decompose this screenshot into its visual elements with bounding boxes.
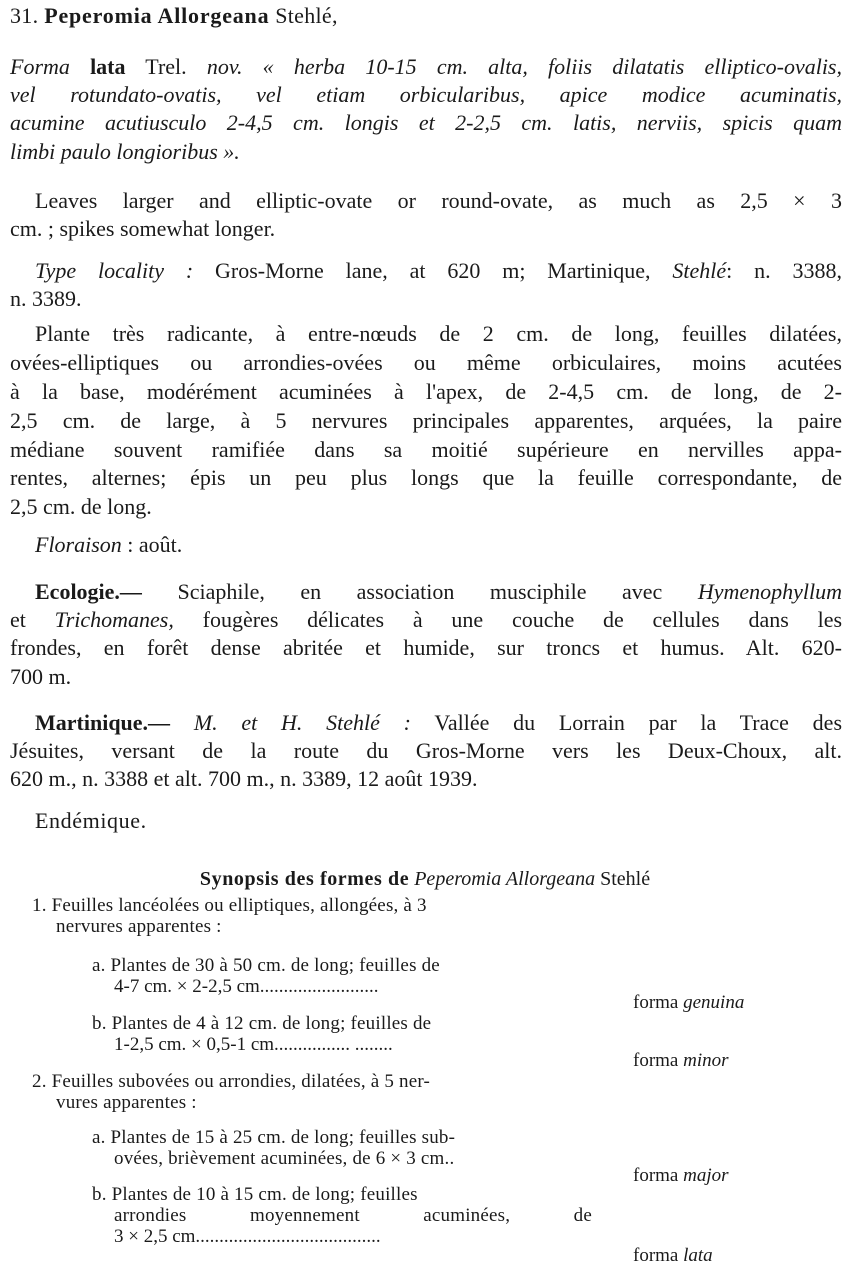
synopsis-lead-1b: b. Plantes de 4 à 12 cm. de long; feuilles de — [92, 1013, 432, 1034]
text-line: Martinique.— M. et H. Stehlé : Vallée du Lorrain par la Trace des — [35, 710, 843, 735]
floraison-label: Floraison — [35, 532, 122, 557]
synopsis-title: Synopsis des formes de Peperomia Allorgeana Stehlé — [199, 868, 651, 890]
synopsis-lead-2b-cont2: 3 × 2,5 cm....................................... — [114, 1226, 381, 1247]
synopsis-lead-1a: a. Plantes de 30 à 50 cm. de long; feuilles de — [92, 955, 440, 976]
species-number: 31. — [10, 3, 39, 28]
synopsis-lead-2b-cont: arrondies moyennement acuminées, de — [114, 1205, 592, 1226]
text-line: et Trichomanes, fougères délicates à une couche de cellules dans les — [10, 607, 843, 632]
text-line: Jésuites, versant de la route du Gros-Morne vers les Deux-Choux, alt. — [10, 738, 842, 763]
text-line: Leaves larger and elliptic-ovate or round-ovate, as much as 2,5 × 3 — [35, 188, 842, 213]
latin-line: Forma lata Trel. nov. « herba 10-15 cm. alta, foliis dilatatis elliptico-ovalis, — [10, 54, 842, 79]
form-major: forma major — [633, 1165, 729, 1186]
text-line: médiane souvent ramifiée dans sa moitié supérieure en nervilles appa- — [10, 437, 842, 462]
species-author: Stehlé, — [275, 3, 338, 28]
text-line: n. 3389. — [10, 286, 82, 311]
synopsis-key-2-cont: vures apparentes : — [56, 1092, 197, 1113]
endemique: Endémique. — [35, 808, 147, 833]
text-line: 620 m., n. 3388 et alt. 700 m., n. 3389, 12 août 1939. — [10, 766, 478, 791]
synopsis-lead-2b: b. Plantes de 10 à 15 cm. de long; feuilles — [92, 1184, 418, 1205]
synopsis-key-1-cont: nervures apparentes : — [56, 916, 222, 937]
synopsis-key-1: 1. Feuilles lancéolées ou elliptiques, allongées, à 3 — [32, 895, 427, 916]
synopsis-lead-2a: a. Plantes de 15 à 25 cm. de long; feuilles sub- — [92, 1127, 456, 1148]
martinique-label: Martinique.— — [35, 710, 171, 735]
text-line: Ecologie.— Sciaphile, en association musciphile avec Hymenophyllum — [35, 579, 843, 604]
species-heading — [10, 1, 842, 30]
synopsis-key-2: 2. Feuilles subovées ou arrondies, dilatées, à 5 ner- — [32, 1071, 431, 1092]
ecologie-label: Ecologie.— — [35, 579, 142, 604]
text-line: frondes, en forêt dense abritée et humide, sur troncs et humus. Alt. 620- — [10, 635, 842, 660]
text-line: 2,5 cm. de long. — [10, 494, 152, 519]
form-minor: forma minor — [633, 1050, 729, 1071]
text-line: 2,5 cm. de large, à 5 nervures principales apparentes, arquées, la paire — [10, 408, 842, 433]
latin-line: vel rotundato-ovatis, vel etiam orbicularibus, apice modice acuminatis, — [10, 82, 842, 107]
synopsis-lead-2a-cont: ovées, brièvement acuminées, de 6 × 3 cm.. — [114, 1148, 455, 1169]
text-line: ovées-elliptiques ou arrondies-ovées ou même orbiculaires, moins acutées — [10, 350, 842, 375]
floraison: Floraison : août. — [35, 532, 183, 557]
text-line: rentes, alternes; épis un peu plus longs que la feuille correspondante, de — [10, 465, 842, 490]
synopsis-lead-1b-cont: 1-2,5 cm. × 0,5-1 cm................ ........ — [114, 1034, 393, 1055]
text-line: à la base, modérément acuminées à l'apex, de 2-4,5 cm. de long, de 2- — [10, 379, 842, 404]
latin-line: limbi paulo longioribus ». — [10, 139, 240, 164]
form-genuina: forma genuina — [633, 992, 745, 1013]
text-line: 700 m. — [10, 664, 72, 689]
species-name: Peperomia Allorgeana — [44, 3, 270, 28]
synopsis-lead-1a-cont: 4-7 cm. × 2-2,5 cm......................... — [114, 976, 379, 997]
latin-line: acumine acutiusculo 2-4,5 cm. longis et 2-2,5 cm. latis, nerviis, spicis quam — [10, 110, 842, 135]
type-locality-label: Type locality : — [35, 258, 194, 283]
text-line: Plante très radicante, à entre-nœuds de 2 cm. de long, feuilles dilatées, — [35, 321, 842, 346]
text-line: Type locality : Gros-Morne lane, at 620 m; Martinique, Stehlé: n. 3388, — [35, 258, 842, 283]
text-line: cm. ; spikes somewhat longer. — [10, 216, 276, 241]
form-lata: forma lata — [633, 1245, 713, 1266]
